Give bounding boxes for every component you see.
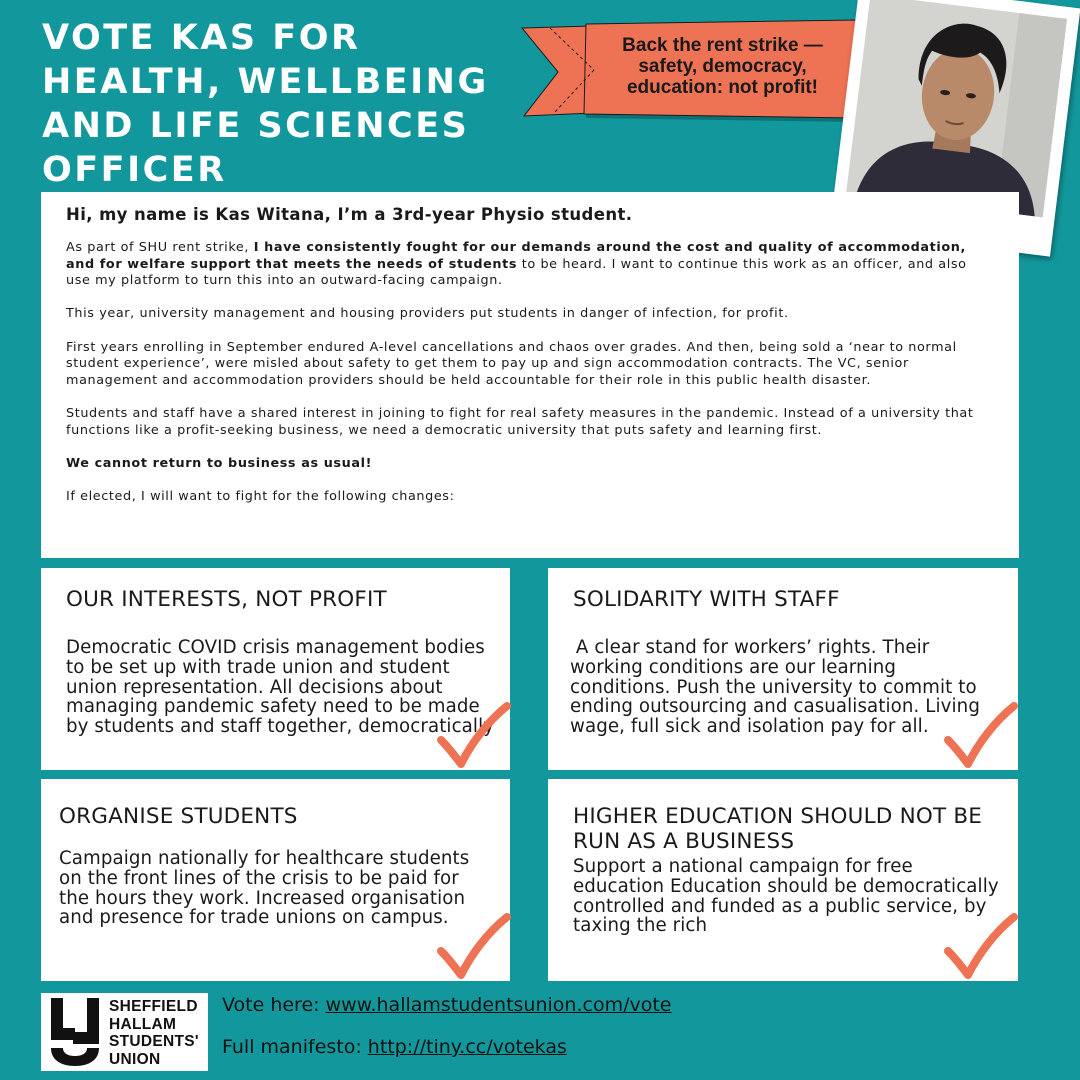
intro-section bbox=[41, 192, 1019, 558]
card-title: ORGANISE STUDENTS bbox=[59, 804, 298, 829]
manifesto-label: Full manifesto: bbox=[222, 1036, 368, 1058]
intro-body bbox=[66, 240, 986, 522]
checkmark-icon bbox=[940, 700, 1020, 770]
title-line: VOTE KAS FOR bbox=[42, 18, 361, 58]
slogan-line: education: not profit! bbox=[626, 77, 819, 98]
card-body: Democratic COVID crisis management bodies to be set up with trade union and student union representation. All decisions about managing pandemic safety need to be made by students and staff together, democratically bbox=[66, 637, 495, 738]
intro-paragraph: If elected, I will want to fight for the following changes: bbox=[66, 488, 455, 504]
intro-paragraph: Students and staff have a shared interest in joining to fight for real safety measures in the pandemic. Instead of a university that functions like a profit-seeking business, we need a democratic university that puts safety and learning first. bbox=[66, 405, 974, 438]
intro-bold-text: We cannot return to business as usual! bbox=[66, 455, 373, 471]
intro-heading: Hi, my name is Kas Witana, I’m a 3rd-year Physio student. bbox=[66, 205, 633, 224]
card-title: HIGHER EDUCATION SHOULD NOT BE RUN AS A BUSINESS bbox=[573, 804, 983, 854]
intro-text: As part of SHU rent strike, bbox=[66, 240, 254, 255]
shu-logo-icon bbox=[47, 998, 103, 1066]
slogan-text bbox=[590, 35, 855, 98]
policy-card bbox=[548, 779, 1018, 981]
intro-bold-text: I have consistently fought for our demands around the cost and quality of accommodation, and for welfare support that meets the needs of students bbox=[66, 240, 966, 272]
title-line: AND LIFE SCIENCES bbox=[42, 106, 470, 146]
policy-card bbox=[548, 568, 1018, 770]
policy-card bbox=[41, 568, 510, 770]
shu-logo bbox=[41, 993, 208, 1071]
vote-link[interactable]: www.hallamstudentsunion.com/vote bbox=[325, 994, 672, 1016]
vote-label: Vote here: bbox=[222, 994, 326, 1016]
manifesto-link[interactable]: http://tiny.cc/votekas bbox=[367, 1036, 567, 1058]
checkmark-icon bbox=[433, 911, 513, 981]
intro-paragraph: This year, university management and housing providers put students in danger of infection, for profit. bbox=[66, 306, 789, 322]
card-title: OUR INTERESTS, NOT PROFIT bbox=[66, 587, 387, 612]
slogan-line: safety, democracy, bbox=[638, 56, 807, 77]
logo-text bbox=[109, 998, 199, 1068]
policy-card bbox=[41, 779, 510, 981]
card-body: Support a national campaign for free education Education should be democratically controlled and funded as a public service, by taxing the rich bbox=[573, 856, 999, 937]
page-title bbox=[42, 16, 542, 192]
slogan-line: Back the rent strike — bbox=[622, 35, 823, 56]
manifesto-line bbox=[222, 1036, 567, 1058]
card-title: SOLIDARITY WITH STAFF bbox=[573, 587, 840, 612]
intro-paragraph: First years enrolling in September endured A-level cancellations and chaos over grades. And then, being sold a ‘near to normal student experience’, were misled about safety to get them to pay up and sign accommodation contracts. The VC, senior management and accommodation providers should be held accountable for their role in this public health disaster. bbox=[66, 339, 957, 388]
checkmark-icon bbox=[940, 911, 1020, 981]
vote-line bbox=[222, 994, 672, 1016]
logo-line: UNION bbox=[109, 1050, 161, 1068]
intro-text: to be heard. I want to continue this work as an officer, and also use my platform to turn this into an outward-facing campaign. bbox=[66, 256, 967, 289]
checkmark-icon bbox=[433, 700, 513, 770]
intro-paragraph bbox=[66, 456, 986, 473]
card-body: A clear stand for workers’ rights. Their working conditions are our learning conditions. Push the university to commit to ending outsourcing and casualisation. Living wage, full sick and isolation pay for all. bbox=[570, 637, 986, 738]
title-line: HEALTH, WELLBEING bbox=[42, 62, 489, 102]
slogan-banner bbox=[520, 18, 865, 126]
logo-line: STUDENTS' bbox=[109, 1033, 199, 1050]
intro-paragraph bbox=[66, 240, 986, 290]
candidate-photo bbox=[846, 0, 1067, 217]
logo-line: HALLAM bbox=[109, 1015, 177, 1033]
title-line: OFFICER bbox=[42, 150, 227, 190]
card-body: Campaign nationally for healthcare students on the front lines of the crisis to be paid for the hours they work. Increased organisation and presence for trade unions on campus. bbox=[59, 848, 470, 929]
logo-line: SHEFFIELD bbox=[109, 998, 198, 1015]
